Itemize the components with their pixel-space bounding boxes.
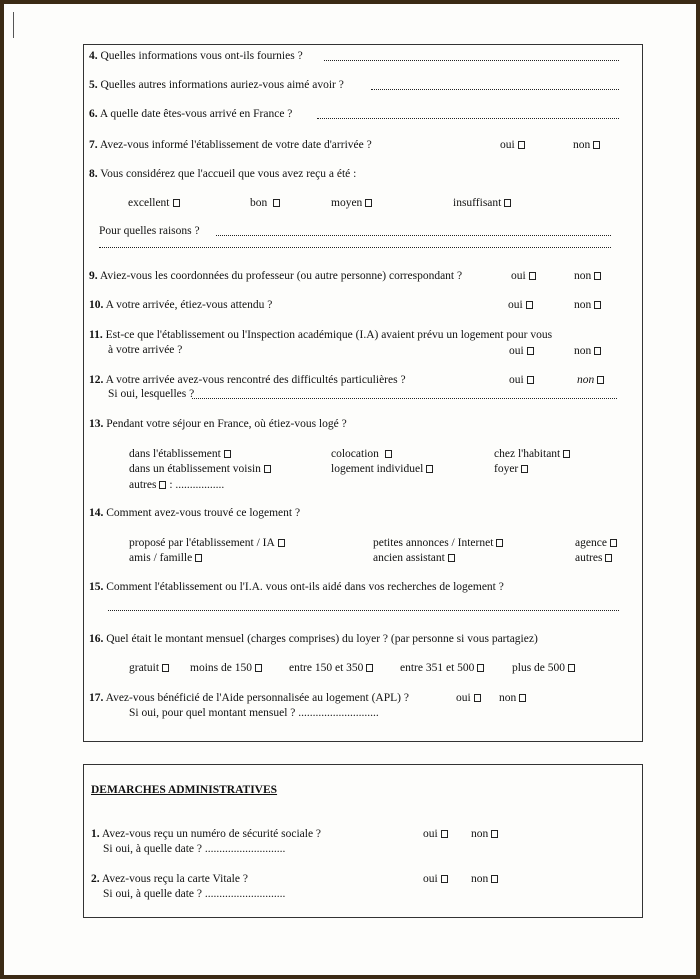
q7-no-option[interactable]: non [573, 138, 600, 152]
question-text: Est-ce que l'établissement ou l'Inspection académique (I.A) avaient prévu un logement pour vous [105, 329, 553, 341]
checkbox[interactable] [385, 450, 392, 458]
q17-yes-option[interactable]: oui [456, 691, 481, 705]
question-5 [89, 78, 344, 92]
question-11 [89, 328, 552, 342]
q16-option-351-500[interactable]: entre 351 et 500 [400, 661, 484, 675]
question-text: Avez-vous reçu la carte Vitale ? [101, 873, 248, 885]
question-text: Quelles autres informations auriez-vous aimé avoir ? [100, 79, 344, 91]
checkbox[interactable] [519, 694, 526, 702]
question-16 [89, 632, 538, 646]
checkbox[interactable] [496, 539, 503, 547]
question-text: Avez-vous informé l'établissement de votre date d'arrivée ? [99, 139, 372, 151]
checkbox[interactable] [366, 664, 373, 672]
question-number: 8. [89, 168, 98, 180]
question-12 [89, 373, 406, 387]
checkbox[interactable] [605, 554, 612, 562]
answer-line-4[interactable] [324, 60, 619, 61]
checkbox[interactable] [173, 199, 180, 207]
admin-q1-yes-option[interactable]: oui [423, 827, 448, 841]
question-number: 14. [89, 507, 104, 519]
question-number: 12. [89, 374, 104, 386]
admin-q2-yes-option[interactable]: oui [423, 872, 448, 886]
question-text: A votre arrivée, étiez-vous attendu ? [105, 299, 273, 311]
admin-question-1 [91, 827, 321, 841]
question-12-line2: Si oui, lesquelles ? [108, 388, 195, 400]
q16-option-plus-500[interactable]: plus de 500 [512, 661, 575, 675]
question-text: Avez-vous reçu un numéro de sécurité sociale ? [101, 828, 322, 840]
question-text: Comment avez-vous trouvé ce logement ? [106, 507, 301, 519]
q12-no-option[interactable]: non [577, 373, 604, 387]
question-8 [89, 167, 356, 181]
q11-yes-option[interactable]: oui [509, 344, 534, 358]
admin-question-2 [91, 872, 248, 886]
checkbox[interactable] [593, 141, 600, 149]
q8-option-moyen[interactable]: moyen [331, 196, 372, 210]
q14-option-agence[interactable]: agence [575, 536, 617, 550]
scan-edge-mark [13, 12, 14, 38]
question-number: 4. [89, 50, 98, 62]
question-number: 1. [91, 828, 100, 840]
section-title: DEMARCHES ADMINISTRATIVES [91, 784, 278, 796]
q7-yes-option[interactable]: oui [500, 138, 525, 152]
q14-option-etablissement[interactable]: proposé par l'établissement / IA [129, 536, 285, 550]
checkbox[interactable] [491, 875, 498, 883]
question-11-line2: à votre arrivée ? [108, 344, 183, 356]
question-text: Quelles informations vous ont-ils fournies ? [100, 50, 303, 62]
question-number: 17. [89, 692, 104, 704]
question-number: 2. [91, 873, 100, 885]
question-10 [89, 298, 272, 312]
question-number: 6. [89, 108, 98, 120]
checkbox[interactable] [426, 465, 433, 473]
q10-yes-option[interactable]: oui [508, 298, 533, 312]
question-text: Pendant votre séjour en France, où étiez-vous logé ? [106, 418, 347, 430]
question-number: 15. [89, 581, 104, 593]
checkbox[interactable] [594, 301, 601, 309]
q13-option-logement-individuel[interactable]: logement individuel [331, 462, 433, 476]
checkbox[interactable] [491, 830, 498, 838]
question-number: 16. [89, 633, 104, 645]
answer-fill[interactable]: ............................ [204, 888, 286, 900]
question-number: 9. [89, 270, 98, 282]
checkbox[interactable] [568, 664, 575, 672]
question-number: 5. [89, 79, 98, 91]
checkbox[interactable] [264, 465, 271, 473]
q14-option-amis[interactable]: amis / famille [129, 551, 202, 565]
checkbox[interactable] [594, 347, 601, 355]
question-17-line2: Si oui, pour quel montant mensuel ? ............................ [129, 707, 379, 719]
checkbox[interactable] [563, 450, 570, 458]
checkbox[interactable] [255, 664, 262, 672]
question-text: A votre arrivée avez-vous rencontré des difficultés particulières ? [105, 374, 406, 386]
q11-no-option[interactable]: non [574, 344, 601, 358]
q17-no-option[interactable]: non [499, 691, 526, 705]
question-number: 11. [89, 329, 103, 341]
q8-option-bon[interactable]: bon [250, 196, 280, 210]
answer-line-6[interactable] [317, 118, 619, 119]
question-text: Vous considérez que l'accueil que vous avez reçu a été : [100, 168, 357, 180]
question-14 [89, 506, 300, 520]
checkbox[interactable] [504, 199, 511, 207]
checkbox[interactable] [597, 376, 604, 384]
admin-question-2-line2: Si oui, à quelle date ? ............................ [103, 888, 286, 900]
q8-option-excellent[interactable]: excellent [128, 196, 180, 210]
checkbox[interactable] [195, 554, 202, 562]
answer-line-5[interactable] [371, 89, 619, 90]
answer-fill[interactable]: : ................. [169, 479, 225, 491]
question-text: Aviez-vous les coordonnées du professeur (ou autre personne) correspondant ? [99, 270, 463, 282]
checkbox[interactable] [273, 199, 280, 207]
q14-option-ancien-assistant[interactable]: ancien assistant [373, 551, 455, 565]
q13-option-etablissement[interactable]: dans l'établissement [129, 447, 231, 461]
checkbox[interactable] [594, 272, 601, 280]
checkbox[interactable] [448, 554, 455, 562]
checkbox[interactable] [527, 376, 534, 384]
checkbox[interactable] [441, 875, 448, 883]
question-number: 7. [89, 139, 98, 151]
q8-reasons-label: Pour quelles raisons ? [99, 225, 200, 237]
q13-option-autres[interactable]: autres : ................. [129, 479, 225, 491]
admin-q2-no-option[interactable]: non [471, 872, 498, 886]
question-6 [89, 107, 292, 121]
admin-q1-no-option[interactable]: non [471, 827, 498, 841]
q13-option-colocation[interactable]: colocation [331, 447, 392, 461]
checkbox[interactable] [224, 450, 231, 458]
checkbox[interactable] [529, 272, 536, 280]
q9-no-option[interactable]: non [574, 269, 601, 283]
checkbox[interactable] [610, 539, 617, 547]
checkbox[interactable] [526, 301, 533, 309]
question-17 [89, 691, 409, 705]
checkbox[interactable] [474, 694, 481, 702]
question-text: A quelle date êtes-vous arrivé en France ? [99, 108, 293, 120]
answer-fill[interactable]: ............................ [204, 843, 286, 855]
checkbox[interactable] [521, 465, 528, 473]
question-15 [89, 580, 504, 594]
checkbox[interactable] [441, 830, 448, 838]
question-text: Comment l'établissement ou l'I.A. vous ont-ils aidé dans vos recherches de logement ? [106, 581, 504, 593]
answer-line-8b[interactable] [99, 247, 611, 248]
q14-option-autres[interactable]: autres [575, 551, 612, 565]
checkbox[interactable] [477, 664, 484, 672]
question-text: Quel était le montant mensuel (charges comprises) du loyer ? (par personne si vous partagiez) [106, 633, 538, 645]
q16-option-150-350[interactable]: entre 150 et 350 [289, 661, 373, 675]
question-number: 13. [89, 418, 104, 430]
question-7 [89, 138, 372, 152]
q13-option-habitant[interactable]: chez l'habitant [494, 447, 570, 461]
checkbox[interactable] [278, 539, 285, 547]
question-number: 10. [89, 299, 104, 311]
checkbox[interactable] [162, 664, 169, 672]
q16-option-gratuit[interactable]: gratuit [129, 661, 169, 675]
admin-question-1-line2: Si oui, à quelle date ? ............................ [103, 843, 286, 855]
question-4 [89, 49, 303, 63]
q8-option-insuffisant[interactable]: insuffisant [453, 196, 511, 210]
q13-option-foyer[interactable]: foyer [494, 462, 528, 476]
q9-yes-option[interactable]: oui [511, 269, 536, 283]
checkbox[interactable] [527, 347, 534, 355]
questionnaire-page [4, 4, 696, 975]
q13-option-etablissement-voisin[interactable]: dans un établissement voisin [129, 462, 271, 476]
question-13 [89, 417, 347, 431]
checkbox[interactable] [365, 199, 372, 207]
question-9 [89, 269, 462, 283]
q16-option-moins-150[interactable]: moins de 150 [190, 661, 262, 675]
q12-yes-option[interactable]: oui [509, 373, 534, 387]
checkbox[interactable] [159, 481, 166, 489]
q14-option-annonces[interactable]: petites annonces / Internet [373, 536, 503, 550]
answer-line-15[interactable] [108, 610, 619, 611]
question-text: Avez-vous bénéficié de l'Aide personnalisée au logement (APL) ? [105, 692, 409, 704]
checkbox[interactable] [518, 141, 525, 149]
q10-no-option[interactable]: non [574, 298, 601, 312]
answer-fill[interactable]: ............................ [298, 707, 379, 719]
answer-line-12[interactable] [192, 398, 617, 399]
answer-line-8a[interactable] [216, 235, 611, 236]
